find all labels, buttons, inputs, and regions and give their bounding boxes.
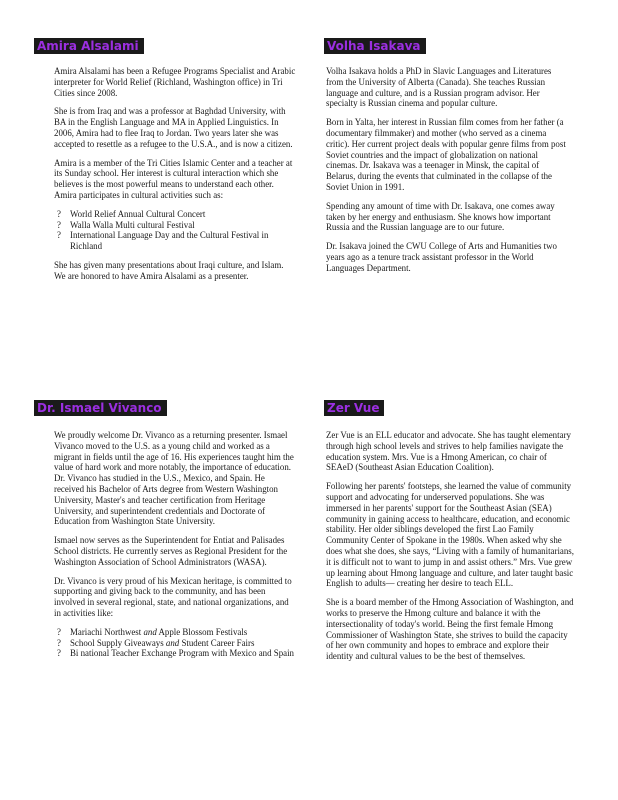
- profile-name: Volha Isakava: [324, 38, 426, 54]
- profile-body: [326, 66, 570, 282]
- profile-name: Zer Vue: [324, 400, 384, 416]
- paragraph: Born in Yalta, her interest in Russian film comes from her father (a documentary filmmaker) and mother (who served as a cinema critic). Her current project deals with popular genre films from post Soviet countries and the impact of globalization on national cinemas. Dr. Isakava was a teenager in Minsk, the capital of Belarus, during the events that culminated in the collapse of the Soviet Union in 1991.: [326, 117, 566, 192]
- paragraph: Zer Vue is an ELL educator and advocate. She has taught elementary through high school levels and strives to help families navigate the education system. Mrs. Vue is a Hmong American, co chair of SEAeD (Southeast Asian Education Coalition).: [326, 430, 571, 473]
- bullet-icon: ?: [57, 648, 61, 659]
- list-item: ? Mariachi Northwest and Apple Blossom Festivals: [57, 626, 248, 637]
- list-item: ? World Relief Annual Cultural Concert: [57, 208, 206, 219]
- profile-body: [54, 430, 296, 667]
- profile-body: [326, 430, 576, 670]
- profile-name: Amira Alsalami: [34, 38, 144, 54]
- profile-name: Dr. Ismael Vivanco: [34, 400, 167, 416]
- paragraph: Ismael now serves as the Superintendent for Entiat and Palisades School districts. He currently serves as Regional President for the Washington Association of School Administrators (WASA).: [54, 535, 288, 567]
- list-item: ? International Language Day and the Cultural Festival in Richland: [57, 230, 269, 252]
- paragraph: Dr. Vivanco is very proud of his Mexican heritage, is committed to supporting and giving back to the community, and has been involved in several regional, state, and national organizations, and in activities like:: [54, 575, 292, 618]
- bullet-icon: ?: [57, 219, 61, 230]
- list-item: ? Bi national Teacher Exchange Program with Mexico and Spain: [57, 648, 294, 659]
- paragraph: She has given many presentations about Iraqi culture, and Islam. We are honored to have Amira Alsalami as a presenter.: [54, 259, 284, 281]
- bullet-icon: ?: [57, 208, 61, 219]
- paragraph: She is a board member of the Hmong Association of Washington, and works to preserve the Hmong culture and balance it with the intersectionality of today's world. Being the first female Hmong Commissioner of Washington State, she strives to build the capacity of her own community and hopes to embrace and explore their identity and cultural values to be the best of themselves.: [326, 597, 574, 662]
- bullet-icon: ?: [57, 626, 61, 637]
- paragraph: We proudly welcome Dr. Vivanco as a returning presenter. Ismael Vivanco moved to the U.S. as a young child and worked as a migrant in fields until the age of 16. His experiences taught him the value of hard work and more notably, the importance of education. Dr. Vivanco has studied in the U.S., Mexico, and Spain. He received his Bachelor of Arts degree from Western Washington University, Master's and teacher certification from Heritage University, and superintendent credentials and Doctorate of Education from Washington State University.: [54, 430, 294, 527]
- profile-body: [54, 66, 296, 290]
- paragraph: She is from Iraq and was a professor at Baghdad University, with BA in the English Language and MA in Applied Linguistics. In 2006, Amira had to flee Iraq to Jordan. Two years later she was accepted to resettle as a refugee to the U.S.A., and is now a citizen.: [54, 106, 293, 149]
- bullet-icon: ?: [57, 637, 61, 648]
- activity-list: [54, 627, 296, 659]
- paragraph: Following her parents' footsteps, she learned the value of community support and advocating for underserved populations. She was immersed in her parents' support for the Southeast Asian (SEA) community in gaining access to healthcare, education, and economic stability. Her older siblings developed the first Lao Family Community Center of Spokane in the 1980s. When asked why she does what she does, she says, “Living with a family of humanitarians, it is difficult not to want to jump in and assist others.” Mrs. Vue grew up learning about Hmong language and culture, and later taught basic English to adults— creating her desire to teach ELL.: [326, 481, 574, 589]
- paragraph: Amira is a member of the Tri Cities Islamic Center and a teacher at its Sunday school. Her interest is cultural interaction which she believes is the most powerful means to understand each other. Amira participates in cultural activities such as:: [54, 157, 293, 200]
- paragraph: Dr. Isakava joined the CWU College of Arts and Humanities two years ago as a tenure track assistant professor in the World Languages Department.: [326, 241, 557, 273]
- paragraph: Amira Alsalami has been a Refugee Programs Specialist and Arabic interpreter for World Relief (Richland, Washington office) in Tri Cities since 2008.: [54, 66, 296, 98]
- bullet-icon: ?: [57, 230, 61, 241]
- list-item: ? Walla Walla Multi cultural Festival: [57, 219, 195, 230]
- list-item: ? School Supply Giveaways and Student Career Fairs: [57, 637, 255, 648]
- activity-list: [54, 209, 296, 252]
- paragraph: Volha Isakava holds a PhD in Slavic Languages and Literatures from the University of Alberta (Canada). She teaches Russian language and culture, and is a Russian program advisor. Her specialty is Russian cinema and popular culture.: [326, 66, 552, 109]
- paragraph: Spending any amount of time with Dr. Isakava, one comes away taken by her energy and enthusiasm. She knows how important Russia and the Russian language are to our future.: [326, 200, 555, 233]
